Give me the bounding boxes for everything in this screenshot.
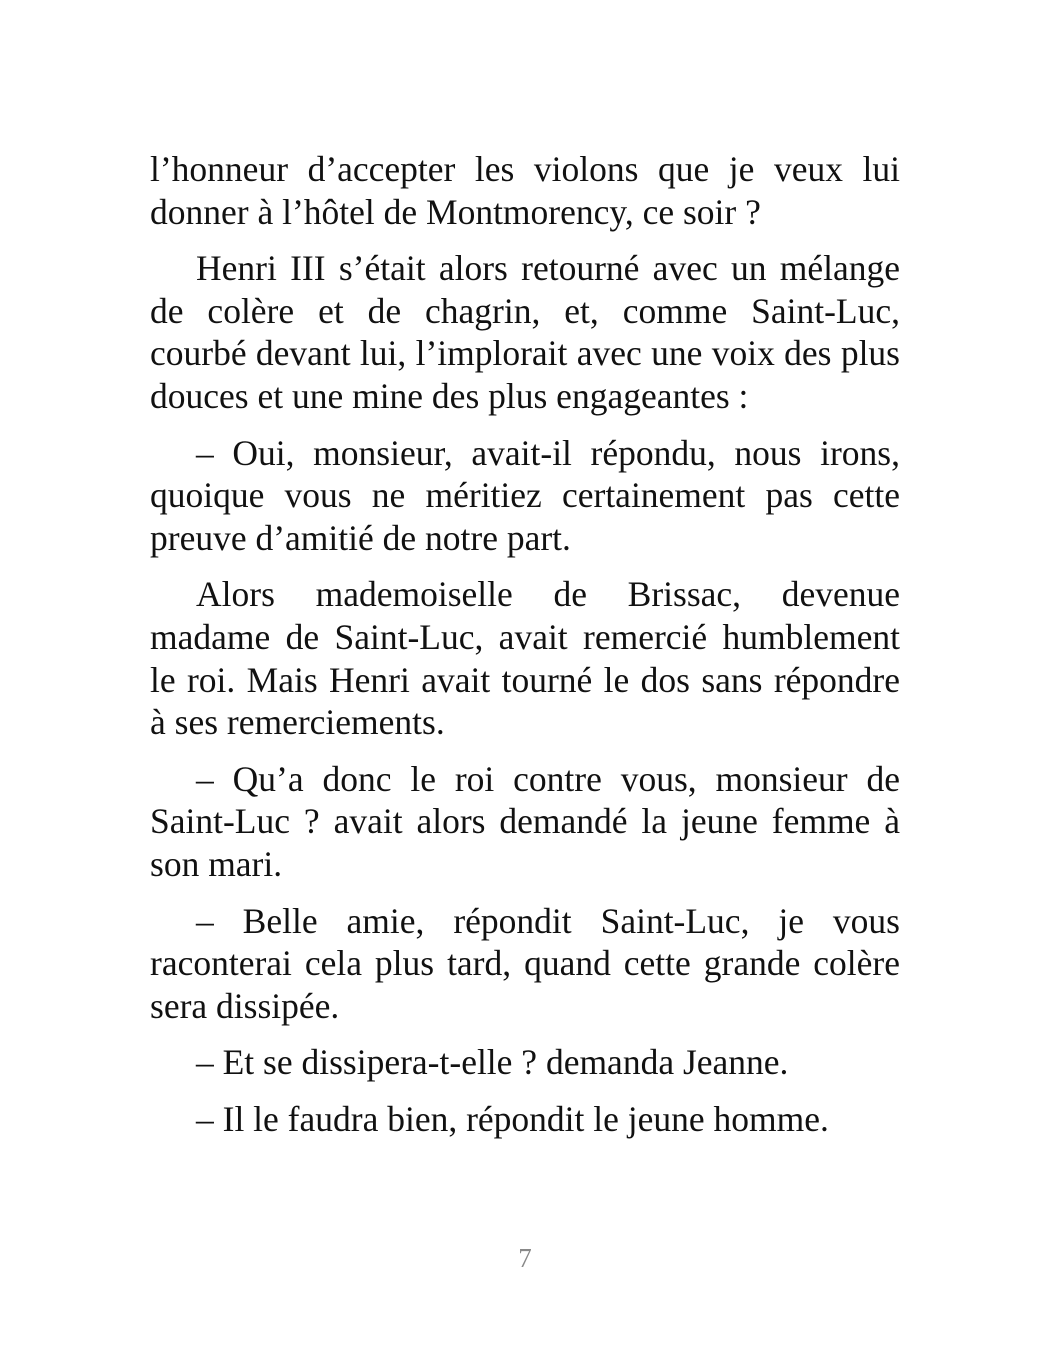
- paragraph-dialogue: – Qu’a donc le roi contre vous, monsieur de Saint-Luc ? avait alors demandé la jeune femme à son mari.: [150, 758, 900, 884]
- paragraph-dialogue: – Et se dissipera-t-elle ? demanda Jeanne.: [196, 1042, 789, 1083]
- paragraph-dialogue: – Oui, monsieur, avait-il répondu, nous irons, quoique vous ne méritiez certainement pas cette preuve d’amitié de notre part.: [150, 432, 900, 558]
- page-number: 7: [518, 1243, 532, 1273]
- paragraph: Alors mademoiselle de Brissac, devenue madame de Saint-Luc, avait remercié humblement le roi. Mais Henri avait tourné le dos sans répondre à ses remerciements.: [150, 574, 900, 743]
- paragraph-continued: l’honneur d’accepter les violons que je veux lui donner à l’hôtel de Montmorency, ce soir ?: [150, 149, 900, 232]
- paragraph: Henri III s’était alors retourné avec un mélange de colère et de chagrin, et, comme Saint-Luc, courbé devant lui, l’implorait avec une voix des plus douces et une mine des plus engageantes :: [150, 248, 900, 416]
- page-text: [150, 148, 900, 1154]
- paragraph-dialogue: – Il le faudra bien, répondit le jeune homme.: [196, 1098, 829, 1139]
- paragraph-dialogue: – Belle amie, répondit Saint-Luc, je vous raconterai cela plus tard, quand cette grande colère sera dissipée.: [150, 900, 900, 1026]
